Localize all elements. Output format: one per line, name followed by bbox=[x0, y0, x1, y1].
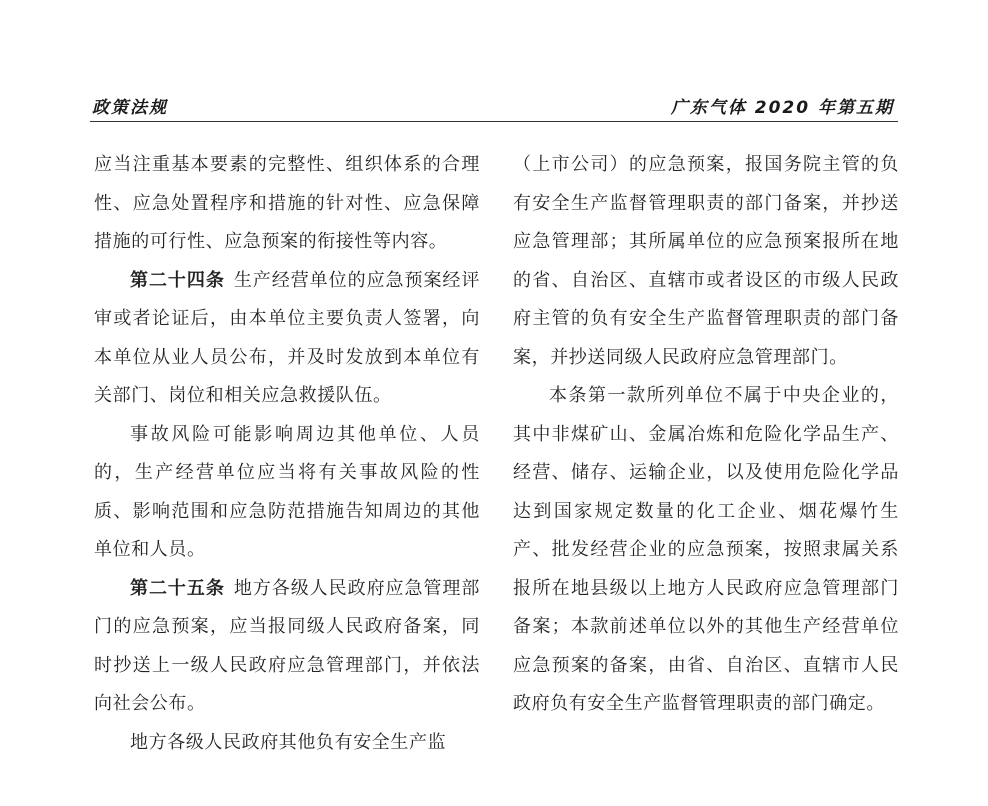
paragraph-text: 生产经营单位的应急预案经评审或者论证后，由本单位主要负责人签署，向本单位从业人员公布，并及时发放到本单位有关部门、岗位和相关应急救援队伍。 bbox=[94, 269, 480, 406]
paragraph bbox=[513, 146, 899, 377]
paragraph-text: 事故风险可能影响周边其他单位、人员的，生产经营单位应当将有关事故风险的性质、影响范围和应急防范措施告知周边的其他单位和人员。 bbox=[94, 423, 480, 560]
left-column bbox=[94, 146, 480, 762]
section-header: 政策法规 bbox=[92, 98, 168, 118]
paragraph bbox=[94, 570, 480, 724]
paragraph-text: 应当注重基本要素的完整性、组织体系的合理性、应急处置程序和措施的针对性、应急保障措施的可行性、应急预案的衔接性等内容。 bbox=[94, 154, 480, 252]
article-number: 第二十五条 bbox=[130, 577, 225, 599]
journal-header: 广东气体 2020 年第五期 bbox=[670, 98, 894, 118]
paragraph bbox=[94, 146, 480, 262]
paragraph-text: 地方各级人民政府其他负有安全生产监 bbox=[130, 731, 447, 753]
paragraph bbox=[94, 416, 480, 570]
paragraph bbox=[513, 377, 899, 724]
header-divider bbox=[90, 121, 898, 122]
article-number: 第二十四条 bbox=[130, 269, 225, 291]
paragraph bbox=[94, 262, 480, 416]
paragraph-text: 地方各级人民政府应急管理部门的应急预案，应当报同级人民政府备案，同时抄送上一级人民政府应急管理部门，并依法向社会公布。 bbox=[94, 577, 480, 714]
paragraph-text: 本条第一款所列单位不属于中央企业的，其中非煤矿山、金属冶炼和危险化学品生产、经营、储存、运输企业，以及使用危险化学品达到国家规定数量的化工企业、烟花爆竹生产、批发经营企业的应急预案，按照隶属关系报所在地县级以上地方人民政府应急管理部门备案；本款前述单位以外的其他生产经营单位应急预案的备案，由省、自治区、直辖市人民政府负有安全生产监督管理职责的部门确定。 bbox=[513, 385, 899, 714]
paragraph bbox=[94, 724, 480, 763]
paragraph-text: （上市公司）的应急预案，报国务院主管的负有安全生产监督管理职责的部门备案，并抄送应急管理部；其所属单位的应急预案报所在地的省、自治区、直辖市或者设区的市级人民政府主管的负有安全生产监督管理职责的部门备案，并抄送同级人民政府应急管理部门。 bbox=[513, 154, 899, 368]
right-column bbox=[513, 146, 899, 724]
